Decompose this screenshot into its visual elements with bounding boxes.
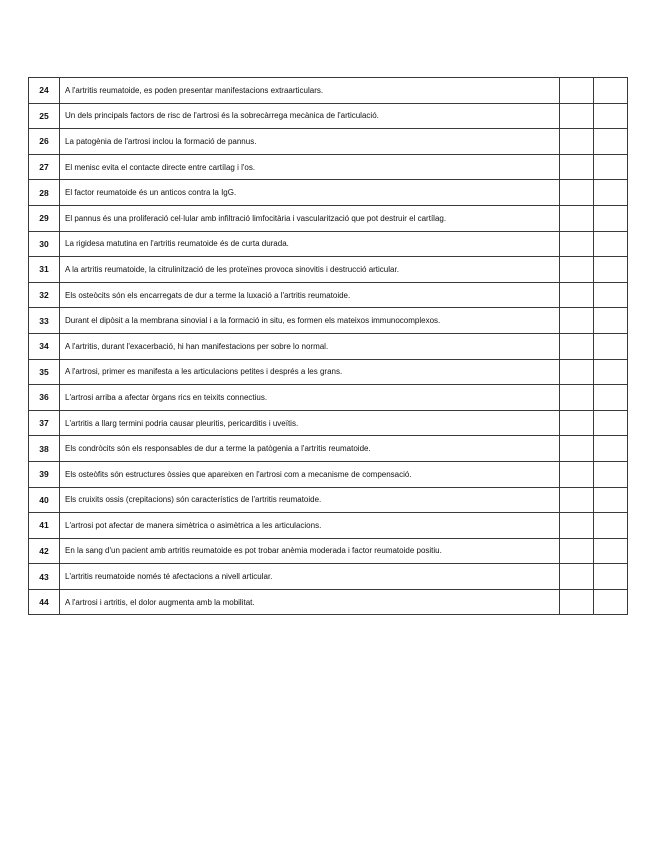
answer-cell-false[interactable] — [594, 513, 628, 539]
question-number: 25 — [29, 103, 60, 129]
answer-cell-false[interactable] — [594, 205, 628, 231]
answer-cell-false[interactable] — [594, 564, 628, 590]
question-statement: El menisc evita el contacte directe entre cartílag i l'os. — [60, 154, 560, 180]
answer-cell-true[interactable] — [560, 180, 594, 206]
table-row — [29, 180, 628, 206]
question-number: 34 — [29, 333, 60, 359]
answer-cell-false[interactable] — [594, 231, 628, 257]
table-row — [29, 589, 628, 615]
question-number: 32 — [29, 282, 60, 308]
answer-cell-true[interactable] — [560, 410, 594, 436]
answer-cell-true[interactable] — [560, 513, 594, 539]
answer-cell-true[interactable] — [560, 154, 594, 180]
table-row — [29, 538, 628, 564]
table-row — [29, 359, 628, 385]
question-statement: Els condròcits són els responsables de dur a terme la patògenia a l'artritis reumatoide. — [60, 436, 560, 462]
question-statement: Els osteòcits són els encarregats de dur a terme la luxació a l'artritis reumatoide. — [60, 282, 560, 308]
question-statement: A l'artrosi i artritis, el dolor augmenta amb la mobilitat. — [60, 589, 560, 615]
question-number: 43 — [29, 564, 60, 590]
answer-cell-false[interactable] — [594, 103, 628, 129]
answer-cell-true[interactable] — [560, 589, 594, 615]
table-row — [29, 282, 628, 308]
table-body — [29, 78, 628, 615]
question-number: 26 — [29, 129, 60, 155]
answer-cell-false[interactable] — [594, 180, 628, 206]
table-row — [29, 103, 628, 129]
answer-cell-false[interactable] — [594, 129, 628, 155]
question-statement: La patogènia de l'artrosi inclou la formació de pannus. — [60, 129, 560, 155]
answer-cell-false[interactable] — [594, 282, 628, 308]
question-statement: A la artritis reumatoide, la citrulinització de les proteïnes provoca sinovitis i destrucció articular. — [60, 257, 560, 283]
answer-cell-true[interactable] — [560, 333, 594, 359]
table-row — [29, 487, 628, 513]
answer-cell-true[interactable] — [560, 78, 594, 104]
question-number: 38 — [29, 436, 60, 462]
question-statement: El factor reumatoide és un anticos contra la IgG. — [60, 180, 560, 206]
answer-cell-true[interactable] — [560, 231, 594, 257]
question-number: 42 — [29, 538, 60, 564]
question-number: 37 — [29, 410, 60, 436]
answer-cell-false[interactable] — [594, 308, 628, 334]
table-row — [29, 154, 628, 180]
question-number: 35 — [29, 359, 60, 385]
question-statement: L'artritis reumatoide només té afectacions a nivell articular. — [60, 564, 560, 590]
question-number: 44 — [29, 589, 60, 615]
table-row — [29, 461, 628, 487]
answer-cell-true[interactable] — [560, 538, 594, 564]
question-number: 41 — [29, 513, 60, 539]
question-number: 27 — [29, 154, 60, 180]
question-statement: L'artrosi arriba a afectar òrgans rics en teixits connectius. — [60, 385, 560, 411]
question-statement: El pannus és una proliferació cel·lular amb infiltració limfocitària i vascularització que pot destruir el cartílag. — [60, 205, 560, 231]
answer-cell-false[interactable] — [594, 461, 628, 487]
true-false-table — [28, 77, 628, 615]
answer-cell-false[interactable] — [594, 385, 628, 411]
question-number: 36 — [29, 385, 60, 411]
answer-cell-false[interactable] — [594, 410, 628, 436]
table-row — [29, 231, 628, 257]
question-statement: A l'artritis reumatoide, es poden presentar manifestacions extraarticulars. — [60, 78, 560, 104]
answer-cell-false[interactable] — [594, 78, 628, 104]
table-row — [29, 308, 628, 334]
question-statement: A l'artritis, durant l'exacerbació, hi han manifestacions per sobre lo normal. — [60, 333, 560, 359]
answer-cell-true[interactable] — [560, 385, 594, 411]
question-statement: Els osteòfits són estructures òssies que apareixen en l'artrosi com a mecanisme de compensació. — [60, 461, 560, 487]
question-statement: A l'artrosi, primer es manifesta a les articulacions petites i després a les grans. — [60, 359, 560, 385]
answer-cell-true[interactable] — [560, 461, 594, 487]
table-row — [29, 205, 628, 231]
question-statement: En la sang d'un pacient amb artritis reumatoide es pot trobar anèmia moderada i factor reumatoide positiu. — [60, 538, 560, 564]
answer-cell-true[interactable] — [560, 205, 594, 231]
question-statement: Els cruixits ossis (crepitacions) són característics de l'artritis reumatoide. — [60, 487, 560, 513]
question-number: 33 — [29, 308, 60, 334]
answer-cell-true[interactable] — [560, 257, 594, 283]
question-statement: L'artrosi pot afectar de manera simètrica o asimètrica a les articulacions. — [60, 513, 560, 539]
answer-cell-true[interactable] — [560, 359, 594, 385]
question-statement: Un dels principals factors de risc de l'artrosi és la sobrecàrrega mecànica de l'articulació. — [60, 103, 560, 129]
answer-cell-true[interactable] — [560, 564, 594, 590]
answer-cell-false[interactable] — [594, 154, 628, 180]
table-row — [29, 385, 628, 411]
question-number: 29 — [29, 205, 60, 231]
table-row — [29, 436, 628, 462]
answer-cell-false[interactable] — [594, 436, 628, 462]
answer-cell-true[interactable] — [560, 282, 594, 308]
table-row — [29, 129, 628, 155]
table-row — [29, 410, 628, 436]
answer-cell-false[interactable] — [594, 257, 628, 283]
question-statement: La rigidesa matutina en l'artritis reumatoide és de curta durada. — [60, 231, 560, 257]
table-row — [29, 564, 628, 590]
question-number: 30 — [29, 231, 60, 257]
question-number: 40 — [29, 487, 60, 513]
answer-cell-true[interactable] — [560, 436, 594, 462]
question-statement: Durant el dipòsit a la membrana sinovial i a la formació in situ, es formen els mateixos immunocomplexos. — [60, 308, 560, 334]
answer-cell-false[interactable] — [594, 333, 628, 359]
table-row — [29, 78, 628, 104]
answer-cell-false[interactable] — [594, 538, 628, 564]
answer-cell-true[interactable] — [560, 308, 594, 334]
answer-cell-true[interactable] — [560, 103, 594, 129]
answer-cell-false[interactable] — [594, 359, 628, 385]
table-row — [29, 333, 628, 359]
answer-cell-true[interactable] — [560, 487, 594, 513]
answer-cell-true[interactable] — [560, 129, 594, 155]
question-statement: L'artritis a llarg termini podria causar pleuritis, pericarditis i uveïtis. — [60, 410, 560, 436]
answer-cell-false[interactable] — [594, 589, 628, 615]
question-number: 31 — [29, 257, 60, 283]
table-row — [29, 513, 628, 539]
answer-cell-false[interactable] — [594, 487, 628, 513]
question-number: 24 — [29, 78, 60, 104]
table-row — [29, 257, 628, 283]
question-number: 28 — [29, 180, 60, 206]
question-number: 39 — [29, 461, 60, 487]
